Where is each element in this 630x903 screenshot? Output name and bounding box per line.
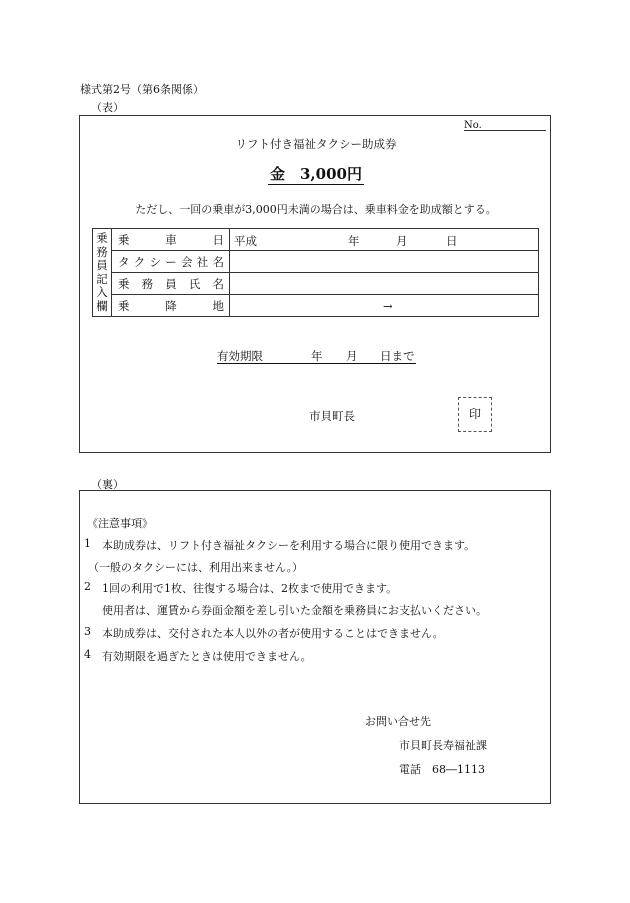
contact-department: 市貝町長寿福祉課: [399, 739, 487, 752]
serial-number-label: No.: [464, 120, 482, 131]
pickup-dropoff-label: 乗 降 地: [112, 295, 230, 317]
list-item: 3 本助成券は、交付された本人以外の者が使用することはできません。: [84, 625, 444, 640]
contact-heading: お問い合せ先: [365, 715, 431, 728]
ticket-amount: [80, 163, 552, 184]
validity-field[interactable]: [217, 348, 416, 364]
validity-until: 日まで: [380, 349, 415, 363]
note-sub-text: （一般のタクシーには、利用出来ません。）: [88, 561, 304, 574]
contact-phone: 電話 68―1113: [399, 763, 485, 776]
table-row: [93, 251, 539, 273]
driver-name-field[interactable]: [230, 273, 539, 295]
list-item: 1 本助成券は、リフト付き福祉タクシーを利用する場合に限り使用できます。: [84, 537, 476, 552]
ticket-title: リフト付き福祉タクシー助成券: [235, 137, 397, 151]
serial-number-field[interactable]: [464, 130, 546, 131]
driver-entry-table: [92, 228, 539, 317]
list-item: 2 1回の利用で1枚、往復する場合は、2枚まで使用できます。: [84, 580, 398, 595]
notes-heading: 《注意事項》: [87, 517, 153, 530]
era-label: 平成: [234, 234, 257, 248]
month-label: 月: [396, 234, 408, 248]
driver-section-label: 乗 務 員 記 入 欄: [93, 229, 112, 317]
ticket-front: [79, 115, 551, 453]
year-label: 年: [348, 234, 360, 248]
front-side-label: （表）: [91, 101, 124, 114]
amount-note: ただし、一回の乗車が3,000円未満の場合は、乗車料金を助成額とする。: [135, 203, 497, 216]
table-row: [93, 273, 539, 295]
arrow-icon: →: [383, 299, 393, 313]
seal-stamp: 印: [458, 397, 492, 432]
driver-name-label: 乗 務 員 氏 名: [112, 273, 230, 295]
pickup-dropoff-field[interactable]: [230, 295, 539, 317]
taxi-company-label: タ ク シ ー 会 社 名: [112, 251, 230, 273]
validity-label: 有効期限: [217, 349, 263, 363]
boarding-date-field[interactable]: [230, 229, 539, 251]
validity-year: 年: [311, 349, 323, 363]
day-label: 日: [446, 234, 458, 248]
list-item: 4 有効期限を過ぎたときは使用できません。: [84, 648, 312, 663]
issuer-title: 市貝町長: [309, 409, 355, 423]
validity-month: 月: [346, 349, 358, 363]
table-row: [93, 295, 539, 317]
ticket-back: [79, 490, 551, 804]
back-side-label: （裏）: [91, 478, 124, 491]
boarding-date-label: 乗 車 日: [112, 229, 230, 251]
form-number-label: 様式第2号（第6条関係）: [80, 83, 204, 96]
taxi-company-field[interactable]: [230, 251, 539, 273]
amount-text: 金 3,000円: [270, 165, 362, 183]
note-sub-text: 使用者は、運賃から券面金額を差し引いた金額を乗務員にお支払いください。: [102, 604, 487, 617]
table-row: [93, 229, 539, 251]
